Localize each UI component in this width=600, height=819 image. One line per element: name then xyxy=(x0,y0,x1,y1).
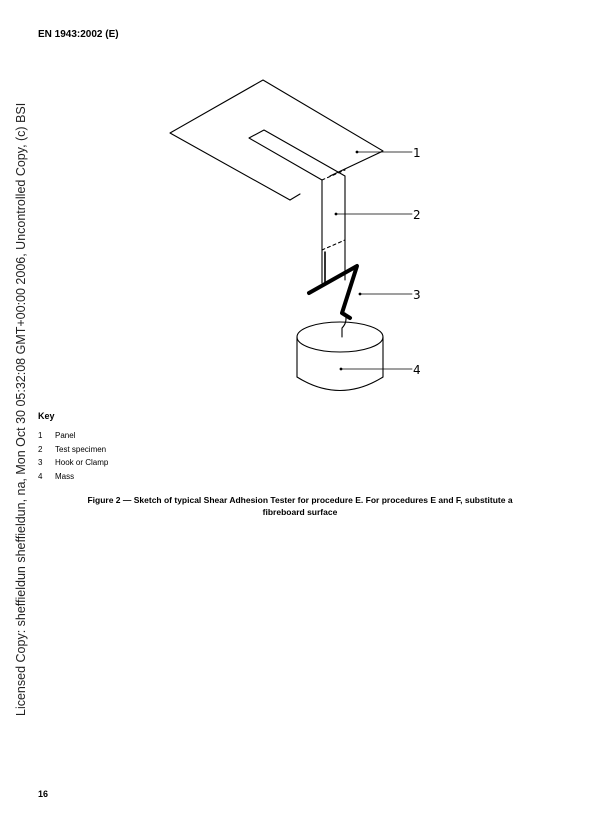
callout-4: 4 xyxy=(413,363,421,377)
key-item-label: Test specimen xyxy=(55,444,107,454)
key-item-number: 2 xyxy=(38,444,43,454)
hook-clamp xyxy=(309,266,357,318)
callout-1: 1 xyxy=(413,146,421,160)
key-item-number: 1 xyxy=(38,431,43,440)
shear-adhesion-tester-sketch xyxy=(150,72,450,402)
mass-top xyxy=(297,322,383,352)
figure-caption-line-1: Figure 2 — Sketch of typical Shear Adhesion Tester for procedure E. For procedures E and F, substitute a xyxy=(87,495,513,505)
key-item-number: 3 xyxy=(38,458,43,467)
license-watermark: Licensed Copy: sheffieldun sheffieldun, na, Mon Oct 30 05:32:08 GMT+00:00 2006, Uncontrolled Copy, (c) BSI xyxy=(14,102,28,716)
key-list xyxy=(38,429,108,483)
specimen-clamp-dashed xyxy=(322,240,345,250)
mass-bottom xyxy=(297,377,383,391)
figure-caption-line-2: fibreboard surface xyxy=(262,507,338,517)
page-number: 16 xyxy=(38,789,49,799)
key-item xyxy=(38,470,108,484)
panel-outline xyxy=(170,80,383,200)
callout-3: 3 xyxy=(413,288,421,302)
callout-2: 2 xyxy=(413,208,421,222)
key-item xyxy=(38,429,108,443)
key-item-label: Mass xyxy=(55,471,75,481)
key-item xyxy=(38,456,108,470)
document-header: EN 1943:2002 (E) xyxy=(38,29,119,40)
key-item-label: Hook or Clamp xyxy=(55,458,109,467)
specimen-on-panel xyxy=(249,130,345,180)
key-item xyxy=(38,443,108,457)
key-item-label: Panel xyxy=(55,431,76,440)
key-item-number: 4 xyxy=(38,471,43,481)
figure-caption xyxy=(30,494,570,518)
key-title: Key xyxy=(38,411,55,421)
specimen-fold-dashed xyxy=(322,170,345,180)
panel-edge-front xyxy=(290,194,300,200)
